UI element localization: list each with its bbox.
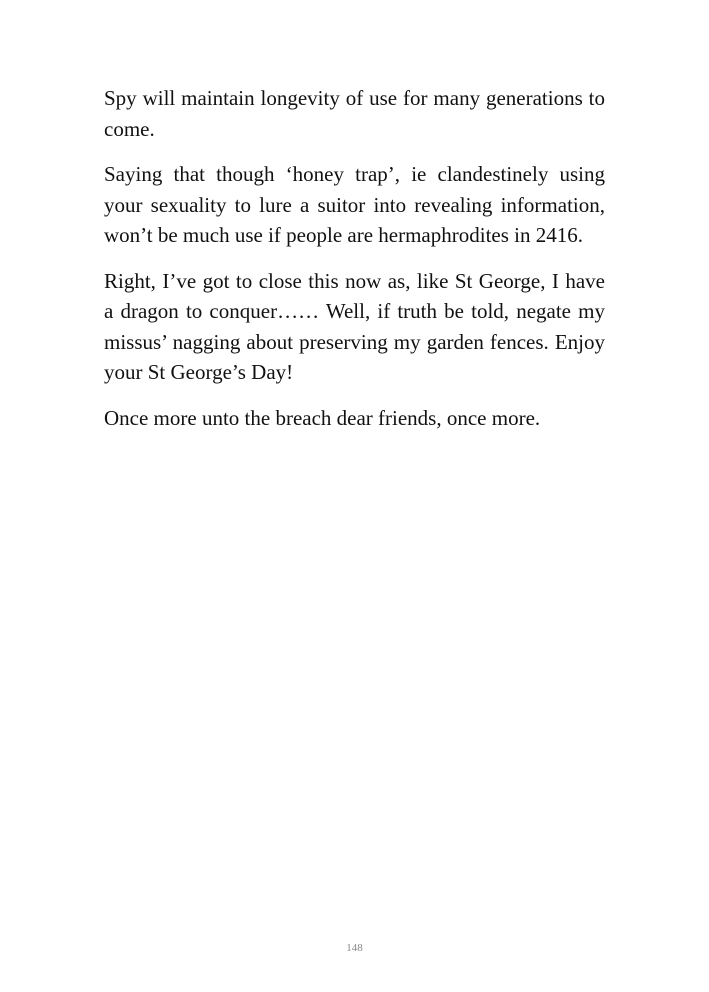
paragraph-3: Right, I’ve got to close this now as, like St George, I have a dragon to conquer…… Well, if truth be told, negate my missus’ nagging about preserving my garden fences. Enjoy your St George’s Day! xyxy=(104,268,605,384)
paragraph-2: Saying that though ‘honey trap’, ie clandestinely using your sexuality to lure a suitor into revealing information, won’t be much use if people are hermaphrodites in 2416. xyxy=(104,162,605,247)
paragraph-1: Spy will maintain longevity of use for many generations to come. xyxy=(104,86,605,141)
paragraph-4: Once more unto the breach dear friends, once more. xyxy=(104,405,541,430)
page-number: 148 xyxy=(346,942,363,954)
body-text xyxy=(104,83,605,448)
